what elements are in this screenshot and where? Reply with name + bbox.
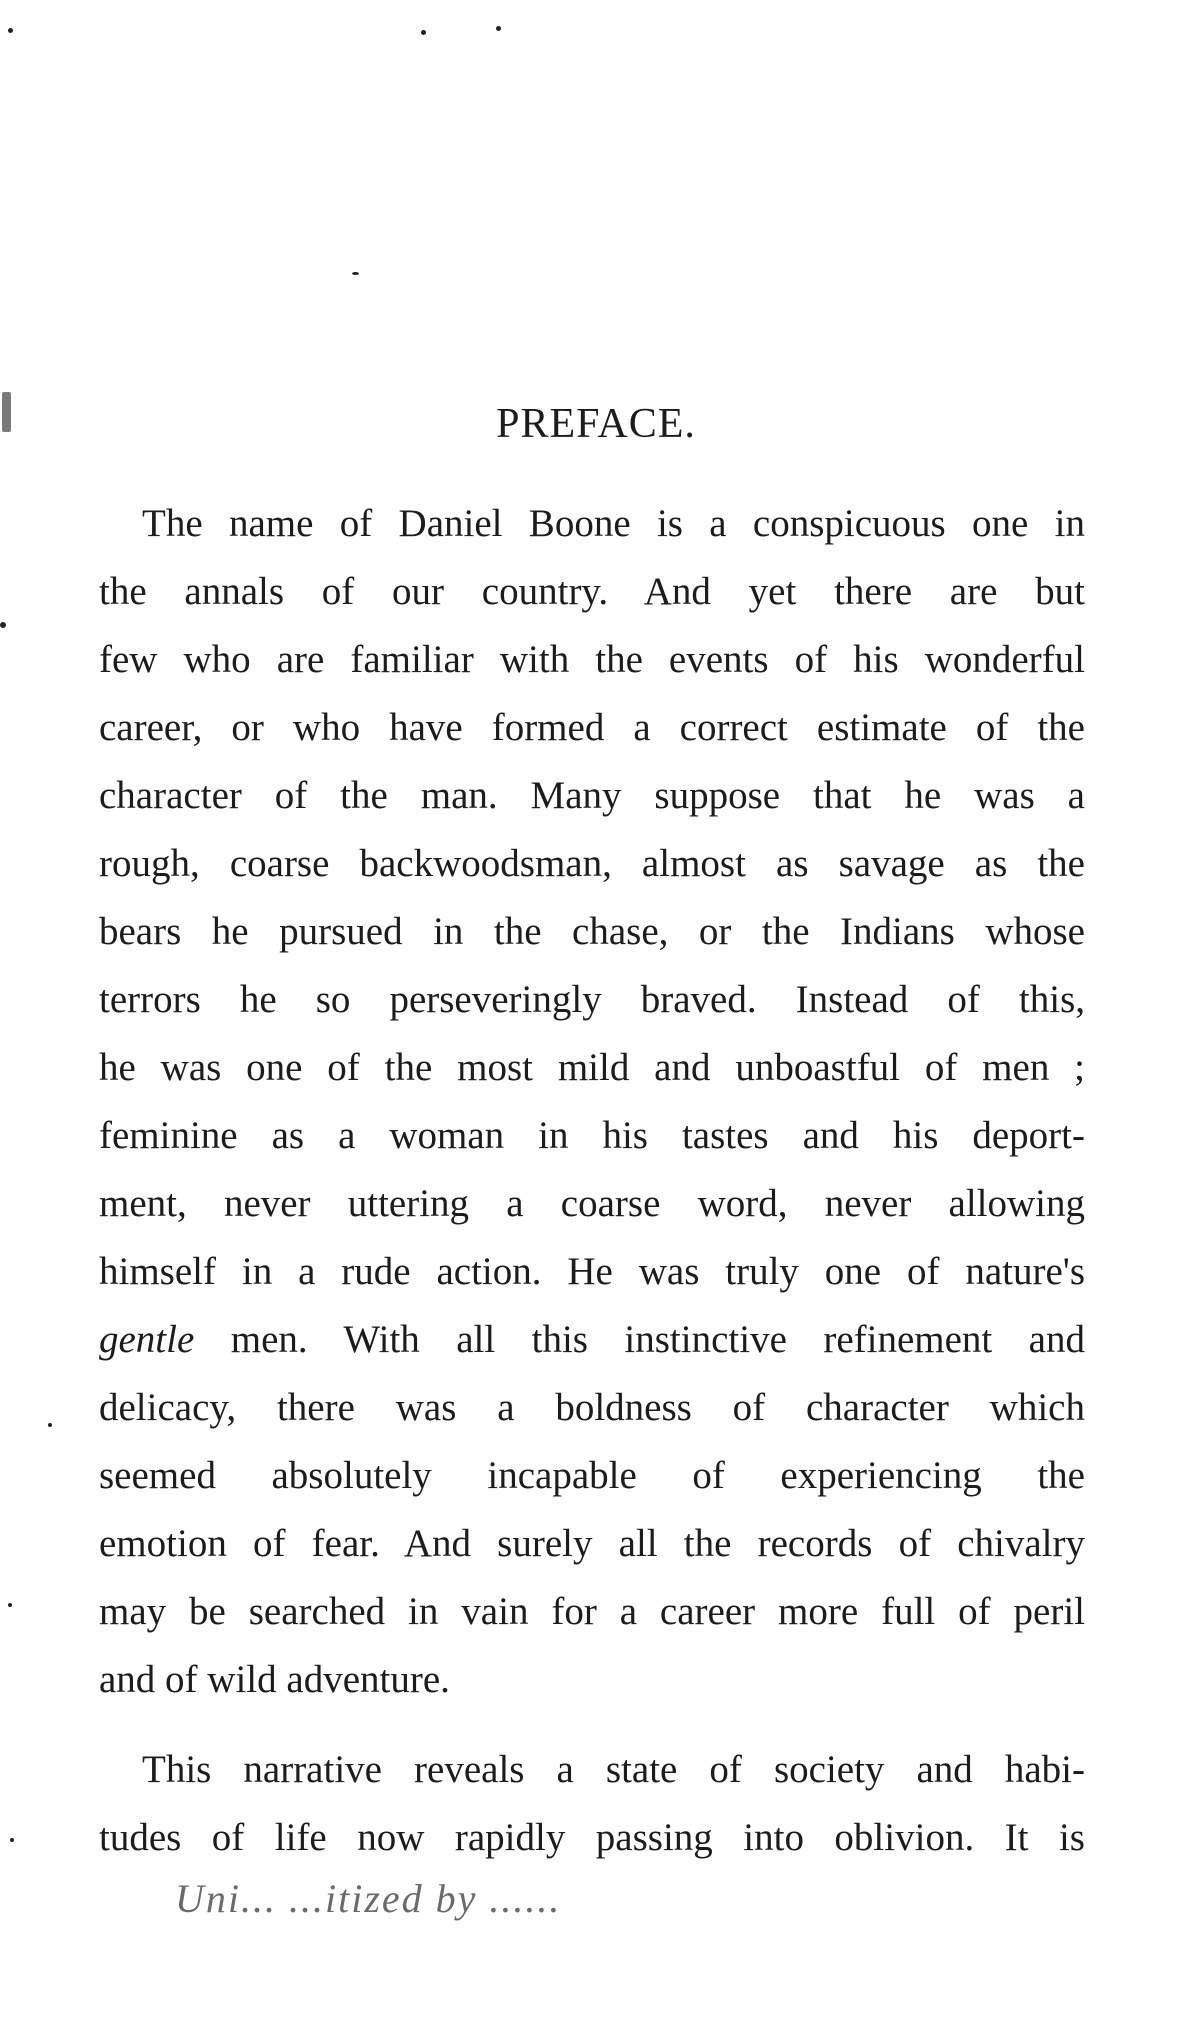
- text-line: feminine as a woman in his tastes and his deport-: [99, 1114, 1085, 1157]
- paragraph: [99, 490, 1085, 1714]
- text-line: may be searched in vain for a career more full of peril: [99, 1590, 1085, 1633]
- text-line: career, or who have formed a correct estimate of the: [99, 706, 1085, 749]
- text-line: terrors he so perseveringly braved. Instead of this,: [99, 978, 1085, 1021]
- text-fragment: men. With all this instinctive refinement and: [194, 1318, 1085, 1361]
- scan-speck: [352, 272, 359, 275]
- text-line: he was one of the most mild and unboastful of men ;: [99, 1046, 1085, 1089]
- scan-speck: [48, 1423, 52, 1427]
- text-line: delicacy, there was a boldness of character which: [99, 1386, 1085, 1429]
- preface-body: [99, 490, 1085, 1872]
- text-line: seemed absolutely incapable of experiencing the: [99, 1454, 1085, 1497]
- scan-speck: [496, 26, 501, 31]
- scan-speck: [8, 1603, 12, 1607]
- text-line: ment, never uttering a coarse word, never allowing: [99, 1182, 1085, 1225]
- italic-word: gentle: [99, 1318, 195, 1361]
- text-line: This narrative reveals a state of society and habi-: [142, 1748, 1085, 1791]
- text-line: bears he pursued in the chase, or the Indians whose: [99, 910, 1085, 953]
- text-line: [99, 1306, 1085, 1374]
- digitization-watermark: Uni... ...itized by ......: [175, 1876, 562, 1921]
- text-line: The name of Daniel Boone is a conspicuous one in: [142, 502, 1085, 545]
- text-line: emotion of fear. And surely all the records of chivalry: [99, 1522, 1085, 1565]
- text-line: and of wild adventure.: [99, 1658, 450, 1701]
- scan-speck: [421, 30, 426, 35]
- page-title: PREFACE.: [496, 401, 696, 447]
- scan-speck: [0, 622, 6, 628]
- scan-speck: [8, 28, 13, 33]
- text-line: few who are familiar with the events of his wonderful: [99, 638, 1085, 681]
- text-line: himself in a rude action. He was truly one of nature's: [99, 1250, 1085, 1293]
- paragraph: [99, 1736, 1085, 1872]
- scan-speck: [10, 1838, 14, 1842]
- text-line: rough, coarse backwoodsman, almost as savage as the: [99, 842, 1085, 885]
- paragraph-gap: [99, 1714, 1085, 1736]
- text-line: tudes of life now rapidly passing into oblivion. It is: [99, 1816, 1085, 1859]
- text-line: the annals of our country. And yet there are but: [99, 570, 1085, 613]
- text-line: character of the man. Many suppose that he was a: [99, 774, 1085, 817]
